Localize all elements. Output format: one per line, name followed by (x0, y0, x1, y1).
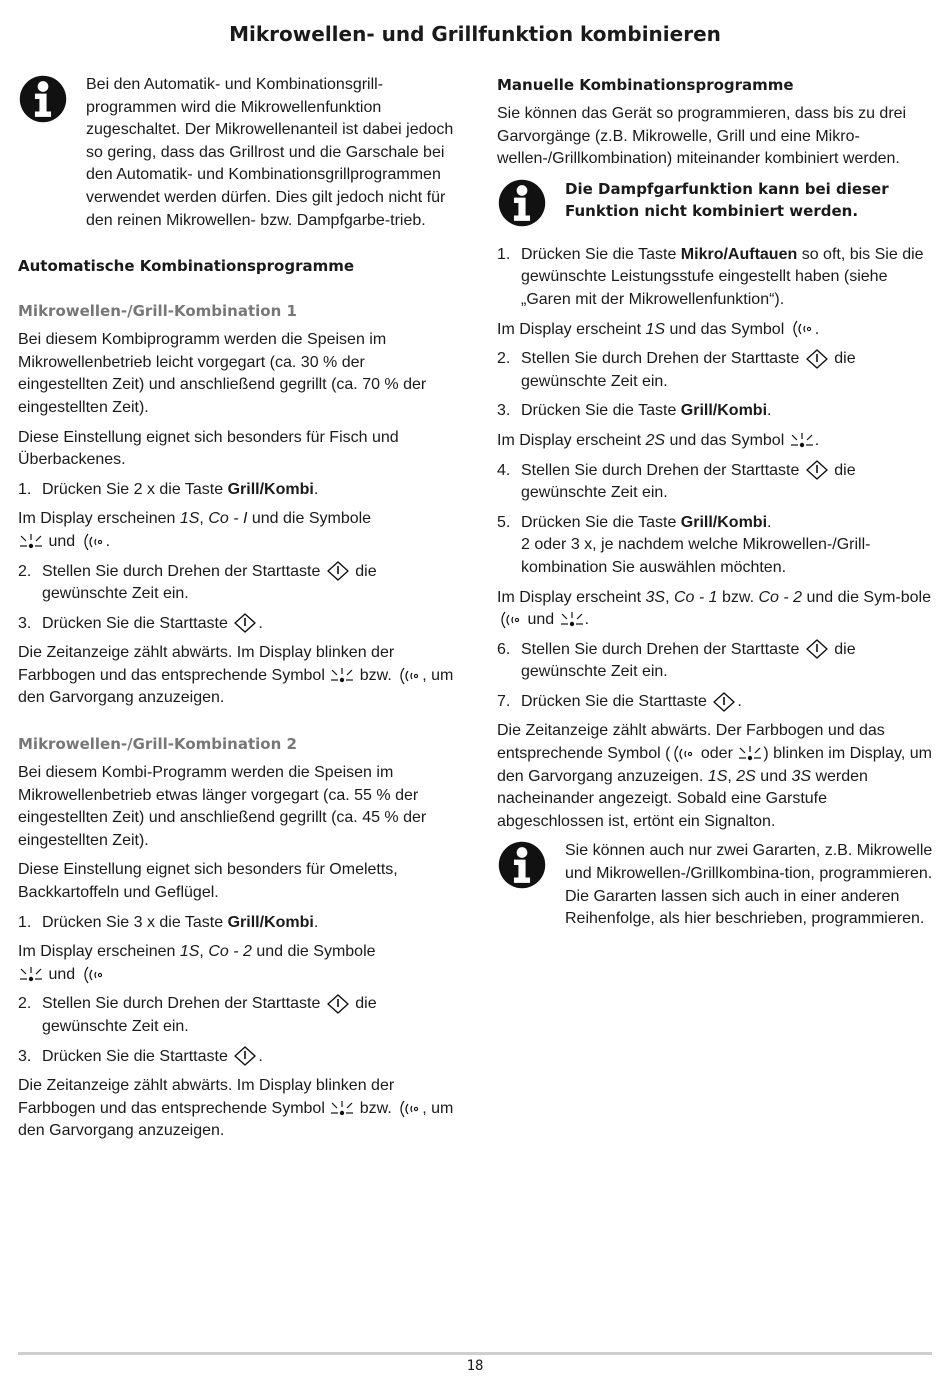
step-text: die gewünschte Zeit ein. (521, 461, 856, 502)
step-text: Drücken Sie die Taste (521, 513, 681, 531)
display-note (497, 587, 934, 632)
microwave-symbol-icon (396, 1099, 422, 1119)
grill-symbol-icon (329, 1099, 355, 1119)
step-text: so oft, bis Sie die gewünschte Leistungsstufe eingestellt haben (siehe „Garen mit der Mikrowellenfunktion“). (521, 245, 924, 308)
text: . (814, 431, 820, 449)
step-text: Stellen Sie durch Drehen der Starttaste (42, 995, 325, 1013)
info-note (497, 840, 934, 937)
step-text: Drücken Sie die Starttaste (42, 614, 233, 632)
subheading-combo-2: Mikrowellen-/Grill-Kombination 2 (18, 735, 297, 754)
microwave-symbol-icon (497, 610, 523, 630)
text: , um den Garvorgang anzuzeigen. (18, 1099, 454, 1140)
text: und die Symbole (251, 943, 376, 961)
step-text: Stellen Sie durch Drehen der Starttaste (521, 461, 804, 479)
step-number: 5. (497, 513, 511, 531)
start-button-icon (232, 1046, 258, 1066)
button-name: Grill/Kombi (680, 513, 768, 531)
text: . (105, 532, 111, 550)
text: , (199, 943, 209, 961)
grill-symbol-icon (789, 431, 815, 451)
info-note (18, 74, 458, 239)
text: werden nacheinander angezeigt. Sobald eine Garstufe abgeschlossen ist, ertönt ein Signalton. (497, 767, 868, 830)
step-number: 3. (497, 402, 511, 420)
step-number: 1. (18, 480, 32, 498)
step-number: 4. (497, 461, 511, 479)
start-button-icon (804, 349, 830, 369)
info-note-text: Bei den Automatik- und Kombinationsgrill-programmen wird die Mikrowellenfunktion zugeschaltet. Der Mikrowellenanteil ist dabei jedoch so gering, dass das Grillrost und die Garschale bei den Automatik- und Kombinationsgrillprogrammen verwendet werden dürfen. Dies gilt jedoch nicht für den reinen Mikrowellen- bzw. Dampfgarbe-trieb. (86, 76, 454, 229)
microwave-symbol-icon (80, 965, 106, 985)
step-text: Drücken Sie die Taste (521, 402, 681, 420)
step-number: 6. (497, 640, 511, 658)
step-text: . (767, 513, 772, 531)
text: und (523, 611, 559, 629)
step-text: die gewünschte Zeit ein. (42, 995, 377, 1035)
section-heading-manual: Manuelle Kombinationsprogramme (497, 76, 794, 94)
step-text: Drücken Sie 3 x die Taste (42, 913, 228, 931)
right-column (497, 74, 934, 938)
step-text: Drücken Sie die Starttaste (42, 1047, 233, 1065)
info-icon (497, 178, 565, 234)
text: ) blinken im Display, um den Garvorgang anzuzeigen. (497, 745, 932, 785)
button-name: Grill/Kombi (227, 480, 314, 498)
step-number: 2. (18, 562, 32, 580)
display-note (18, 508, 458, 553)
grill-symbol-icon (559, 610, 585, 630)
text: oder (696, 745, 738, 763)
text: und das Symbol (665, 431, 789, 449)
grill-symbol-icon (329, 666, 355, 686)
text: , (665, 588, 674, 606)
text: Im Display erscheint (497, 320, 646, 338)
step-item (497, 348, 934, 393)
start-button-icon (325, 994, 351, 1014)
button-name: Mikro/Auftauen (680, 245, 798, 263)
subheading-combo-1: Mikrowellen-/Grill-Kombination 1 (18, 302, 297, 321)
microwave-symbol-icon (670, 744, 696, 764)
step-item (497, 512, 934, 580)
text: bzw. (717, 588, 759, 606)
step-text: Drücken Sie die Taste (521, 245, 681, 263)
step-number: 3. (18, 1047, 32, 1065)
start-button-icon (325, 561, 351, 581)
display-note (18, 941, 458, 986)
grill-symbol-icon (737, 744, 763, 764)
text: und (44, 532, 80, 550)
microwave-symbol-icon (789, 319, 815, 339)
display-code: 1S (645, 320, 666, 338)
countdown-note (18, 642, 458, 710)
text: Die Zeitanzeige zählt abwärts. Der Farbbogen und das entsprechende Symbol ( (497, 722, 885, 763)
display-note (497, 430, 934, 453)
display-code: 1S (179, 943, 200, 961)
start-button-icon (711, 692, 737, 712)
display-code: Co - I (208, 510, 248, 528)
step-text: . (258, 614, 263, 632)
combo-1-description: Bei diesem Kombiprogramm werden die Speisen im Mikrowellenbetrieb leicht vorgegart (ca. 30 % der eingestellten Zeit) und anschließend gegrillt (ca. 70 % der eingestellten Zeit). (18, 331, 427, 416)
step-item (18, 479, 458, 502)
step-text: Stellen Sie durch Drehen der Starttaste (521, 350, 804, 368)
step-text: . (258, 1047, 263, 1065)
microwave-symbol-icon (80, 532, 106, 552)
display-code: Co - 2 (758, 588, 803, 606)
start-button-icon (804, 460, 830, 480)
manual-intro: Sie können das Gerät so programmieren, dass bis zu drei Garvorgänge (z.B. Mikrowelle, Grill und eine Mikro-wellen-/Grillkombination) miteinander kombiniert werden. (497, 105, 907, 168)
button-name: Grill/Kombi (680, 402, 768, 420)
step-number: 2. (18, 995, 32, 1013)
page-title: Mikrowellen- und Grillfunktion kombinieren (229, 22, 721, 46)
info-note (497, 178, 934, 234)
step-item (18, 561, 458, 606)
display-code: 3S (645, 588, 666, 606)
footer-divider (18, 1352, 932, 1355)
left-column (18, 74, 458, 1150)
step-text: . (737, 692, 742, 710)
display-code: 1S (179, 510, 200, 528)
combo-1-suitability: Diese Einstellung eignet sich besonders für Fisch und Überbackenes. (18, 428, 399, 469)
step-item (18, 613, 458, 636)
step-text: Stellen Sie durch Drehen der Starttaste (42, 562, 325, 580)
step-number: 3. (18, 614, 32, 632)
step-number: 1. (497, 245, 511, 263)
step-text: Drücken Sie 2 x die Taste (42, 480, 228, 498)
grill-symbol-icon (18, 532, 44, 552)
step-text: die gewünschte Zeit ein. (42, 562, 377, 603)
step-text: . (313, 913, 319, 931)
text: Im Display erscheint (497, 588, 646, 606)
text: und das Symbol (665, 320, 789, 338)
display-note (497, 319, 934, 342)
step-item (18, 1046, 458, 1069)
combo-2-description: Bei diesem Kombi-Programm werden die Speisen im Mikrowellenbetrieb etwas länger vorgegart (ca. 55 % der eingestellten Zeit) und anschließend gegrillt (ca. 45 % der eingestellten Zeit). (18, 764, 427, 849)
text: und die Sym-bole (802, 588, 931, 606)
text: Im Display erscheinen (18, 943, 180, 961)
text: bzw. (355, 1099, 397, 1117)
step-text: Drücken Sie die Starttaste (521, 692, 712, 710)
grill-symbol-icon (18, 965, 44, 985)
text: bzw. (355, 666, 397, 684)
step-item (497, 460, 934, 505)
step-text: die gewünschte Zeit ein. (521, 350, 856, 390)
page-number: 18 (466, 1358, 484, 1374)
step-item (497, 400, 934, 423)
text: , (199, 510, 209, 528)
step-item (497, 244, 934, 312)
text: und (755, 767, 792, 785)
countdown-note (18, 1075, 458, 1143)
text: Die Zeitanzeige zählt abwärts. Im Display blinken der Farbbogen und das entsprechende Symbol (18, 1077, 395, 1117)
combo-2-suitability: Diese Einstellung eignet sich besonders für Omeletts, Backkartoffeln und Geflügel. (18, 861, 398, 902)
display-code: 2S (736, 767, 756, 785)
text: und (44, 965, 80, 983)
text: Die Zeitanzeige zählt abwärts. Im Display blinken der Farbbogen und das entsprechende Symbol (18, 644, 395, 684)
info-note-text: Sie können auch nur zwei Gararten, z.B. Mikrowelle und Mikrowellen-/Grillkombina-tion, programmieren. Die Gararten lassen sich auch in einer anderen Reihenfolge, als hier beschrieben, programmieren. (565, 842, 933, 928)
step-item (18, 912, 458, 935)
step-text: . (767, 402, 772, 420)
start-button-icon (232, 613, 258, 633)
start-button-icon (804, 639, 830, 659)
text: und die Symbole (247, 510, 372, 528)
text: . (584, 611, 590, 629)
text: , um den Garvorgang anzuzeigen. (18, 666, 454, 707)
step-number: 1. (18, 913, 32, 931)
display-code: 3S (791, 767, 812, 785)
button-name: Grill/Kombi (227, 913, 314, 931)
step-item (18, 993, 458, 1038)
step-text: . (313, 480, 319, 498)
info-icon (497, 840, 565, 896)
section-heading-automatic: Automatische Kombinationsprogramme (18, 257, 355, 276)
step-item (497, 639, 934, 684)
step-text: die gewünschte Zeit ein. (521, 640, 856, 681)
display-code: 2S (645, 431, 666, 449)
text: . (814, 320, 820, 338)
countdown-note (497, 720, 934, 833)
step-number: 7. (497, 692, 511, 710)
text: , (727, 767, 737, 785)
step-text: Stellen Sie durch Drehen der Starttaste (521, 640, 804, 658)
microwave-symbol-icon (396, 666, 422, 686)
step-item (497, 691, 934, 714)
step-text: 2 oder 3 x, je nachdem welche Mikrowellen-/Grill-kombination Sie auswählen möchten. (521, 536, 871, 576)
text: Im Display erscheint (497, 431, 646, 449)
info-note-text: Die Dampfgarfunktion kann bei dieser Funktion nicht kombiniert werden. (565, 179, 889, 221)
display-code: Co - 1 (673, 588, 718, 606)
display-code: Co - 2 (208, 943, 252, 961)
display-code: 1S (707, 767, 728, 785)
info-icon (18, 74, 86, 130)
text: Im Display erscheinen (18, 510, 180, 528)
step-number: 2. (497, 350, 511, 368)
